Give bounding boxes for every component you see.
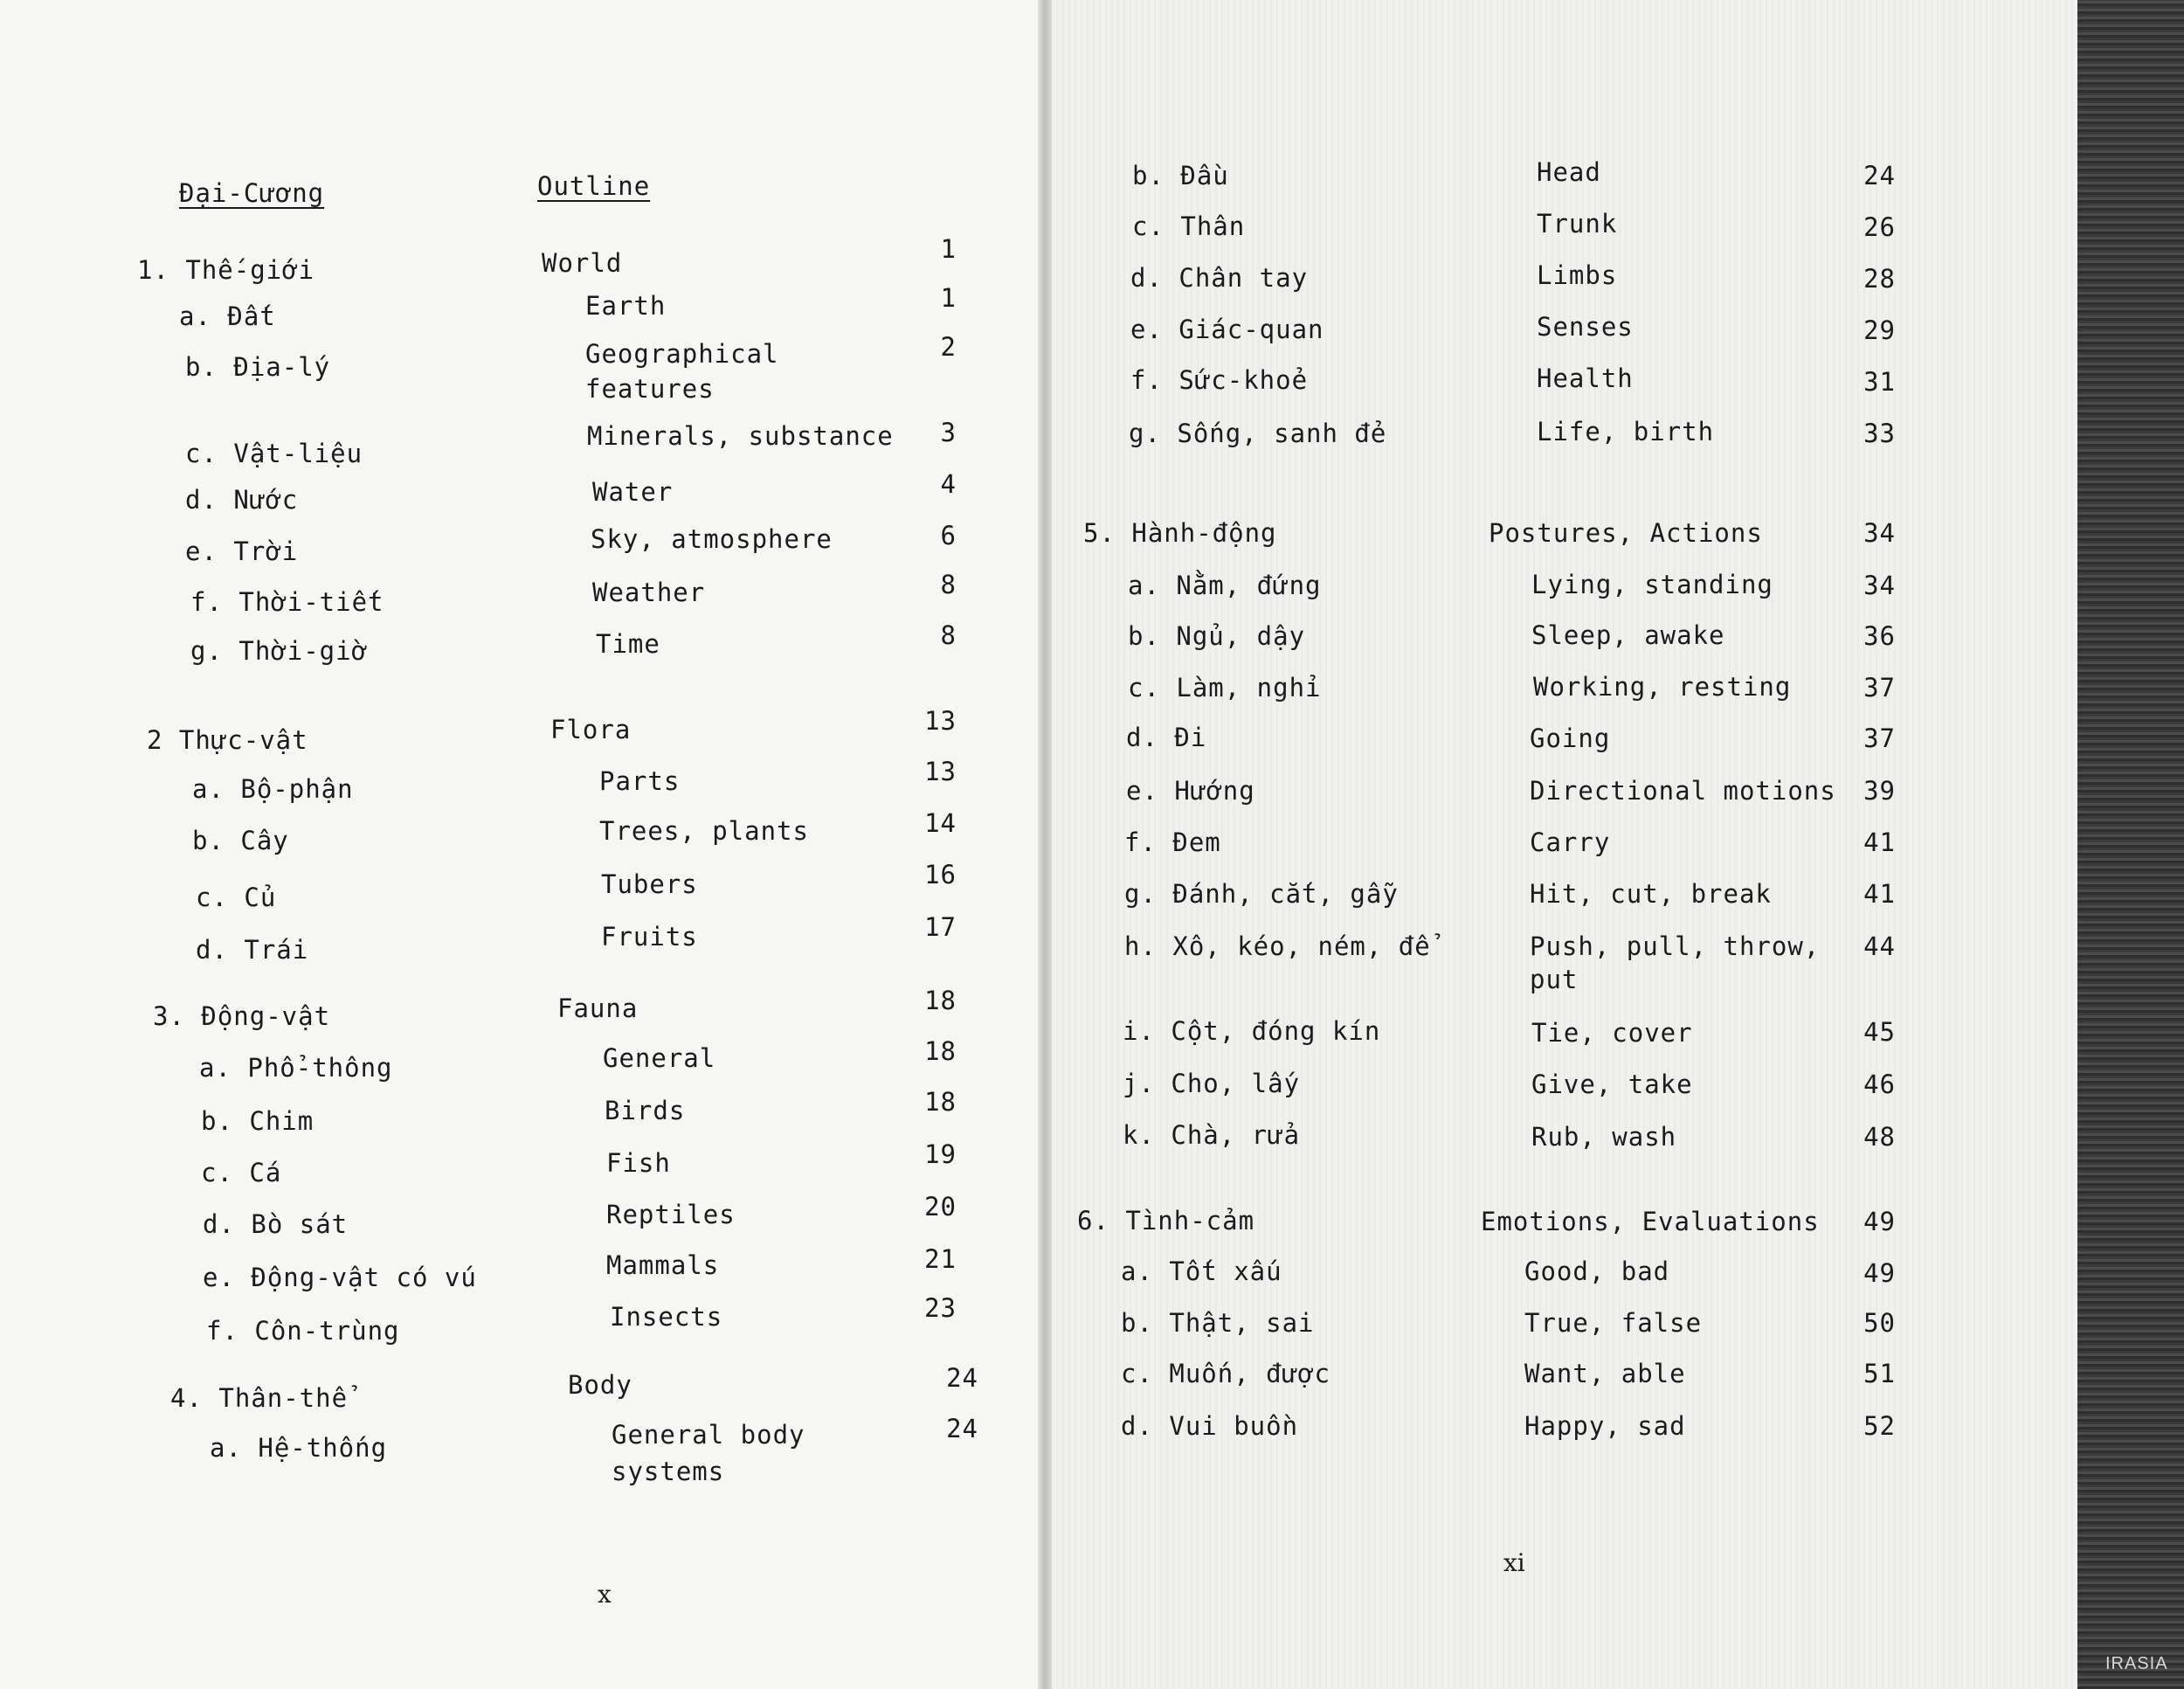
entry-english: systems xyxy=(612,1457,725,1486)
entry-page-number: 21 xyxy=(924,1244,957,1274)
entry-english: Trees, plants xyxy=(599,816,809,846)
entry-page-number: 6 xyxy=(940,521,957,550)
entry-page-number: 50 xyxy=(1863,1308,1896,1338)
entry-vietnamese: d. Trái xyxy=(196,935,309,965)
entry-page-number: 37 xyxy=(1863,673,1896,703)
entry-page-number: 4 xyxy=(940,469,957,499)
entry-page-number: 51 xyxy=(1863,1359,1896,1388)
entry-vietnamese: c. Muốn, được xyxy=(1121,1359,1330,1388)
entry-vietnamese: a. Phổ-thông xyxy=(199,1053,393,1083)
entry-vietnamese: g. Sống, sanh đẻ xyxy=(1129,419,1387,448)
entry-english: Weather xyxy=(592,578,706,607)
entry-english: World xyxy=(542,248,623,278)
entry-page-number: 44 xyxy=(1863,931,1896,961)
entry-vietnamese: f. Thời-tiết xyxy=(190,587,384,617)
entry-vietnamese: g. Đánh, cắt, gẫy xyxy=(1124,879,1399,909)
entry-page-number: 1 xyxy=(940,234,957,264)
entry-english: Directional motions xyxy=(1530,776,1836,806)
entry-vietnamese: f. Côn-trùng xyxy=(206,1316,400,1346)
entry-page-number: 36 xyxy=(1863,621,1896,651)
entry-vietnamese: e. Giác-quan xyxy=(1130,315,1324,344)
entry-vietnamese: a. Đất xyxy=(179,301,276,331)
entry-english: True, false xyxy=(1524,1308,1703,1338)
entry-english: Earth xyxy=(585,291,667,321)
entry-english: Senses xyxy=(1537,312,1634,342)
entry-page-number: 45 xyxy=(1863,1017,1896,1047)
entry-vietnamese: e. Hướng xyxy=(1126,776,1255,806)
entry-page-number: 48 xyxy=(1863,1122,1896,1152)
book-gutter xyxy=(1038,0,1052,1689)
entry-vietnamese: d. Bò sát xyxy=(203,1209,349,1239)
entry-english: Fruits xyxy=(601,922,698,952)
entry-english: Fauna xyxy=(557,993,639,1023)
entry-english: Body xyxy=(568,1370,632,1400)
entry-vietnamese: b. Cây xyxy=(192,826,289,855)
entry-page-number: 46 xyxy=(1863,1069,1896,1099)
entry-vietnamese: i. Cột, đóng kín xyxy=(1123,1016,1381,1046)
entry-english: Parts xyxy=(599,766,681,796)
entry-page-number: 18 xyxy=(924,986,957,1015)
entry-page-number: 33 xyxy=(1863,419,1896,448)
entry-page-number: 34 xyxy=(1863,571,1896,600)
entry-english: Working, resting xyxy=(1533,672,1792,702)
entry-vietnamese: j. Cho, lấy xyxy=(1123,1069,1301,1098)
entry-page-number: 31 xyxy=(1863,367,1896,397)
entry-vietnamese: d. Vui buồn xyxy=(1121,1411,1299,1441)
entry-english: Going xyxy=(1530,723,1611,753)
entry-vietnamese: c. Vật-liệu xyxy=(185,439,363,468)
entry-english: Flora xyxy=(550,715,632,744)
entry-english: Sky, atmosphere xyxy=(591,524,833,554)
scan-edge xyxy=(2077,0,2184,1689)
entry-vietnamese: d. Chân tay xyxy=(1130,263,1309,293)
entry-english: General body xyxy=(612,1420,805,1450)
entry-english: Want, able xyxy=(1524,1359,1686,1388)
entry-english: Rub, wash xyxy=(1531,1122,1677,1152)
entry-english: Sleep, awake xyxy=(1531,620,1725,650)
entry-page-number: 37 xyxy=(1863,723,1896,753)
entry-english: Time xyxy=(596,629,660,659)
entry-english: Happy, sad xyxy=(1524,1411,1686,1441)
entry-english: Push, pull, throw, xyxy=(1530,931,1821,961)
entry-english: Postures, Actions xyxy=(1489,518,1763,548)
right-page-number: xi xyxy=(1503,1548,1525,1577)
entry-english: Reptiles xyxy=(606,1200,736,1229)
entry-english: Trunk xyxy=(1537,209,1618,239)
entry-vietnamese: a. Tốt xấu xyxy=(1121,1256,1282,1286)
entry-vietnamese: c. Làm, nghỉ xyxy=(1128,673,1322,703)
entry-vietnamese: b. Thật, sai xyxy=(1121,1308,1315,1338)
entry-english: Head xyxy=(1537,157,1601,187)
entry-page-number: 23 xyxy=(924,1293,957,1323)
entry-page-number: 52 xyxy=(1863,1411,1896,1441)
entry-page-number: 18 xyxy=(924,1087,957,1117)
entry-page-number: 14 xyxy=(924,808,957,838)
entry-page-number: 39 xyxy=(1863,776,1896,806)
entry-vietnamese: b. Ngủ, dậy xyxy=(1128,621,1306,651)
left-page xyxy=(0,0,1044,1689)
entry-english: features xyxy=(585,374,715,404)
entry-vietnamese: 6. Tình-cảm xyxy=(1077,1206,1255,1236)
entry-page-number: 16 xyxy=(924,860,957,889)
entry-vietnamese: b. Đầu xyxy=(1132,161,1229,190)
entry-page-number: 26 xyxy=(1863,212,1896,242)
entry-vietnamese: c. Thân xyxy=(1132,211,1246,241)
entry-page-number: 20 xyxy=(924,1192,957,1222)
entry-page-number: 13 xyxy=(924,706,957,736)
entry-page-number: 41 xyxy=(1863,827,1896,857)
entry-english: Good, bad xyxy=(1524,1256,1670,1286)
entry-english: Fish xyxy=(606,1148,671,1178)
entry-vietnamese: c. Cá xyxy=(201,1158,282,1187)
entry-page-number: 28 xyxy=(1863,264,1896,294)
entry-english: Minerals, substance xyxy=(587,421,894,451)
entry-page-number: 49 xyxy=(1863,1258,1896,1288)
entry-page-number: 17 xyxy=(924,912,957,942)
entry-vietnamese: 2 Thực-vật xyxy=(147,725,308,755)
entry-english: Water xyxy=(592,477,674,507)
entry-vietnamese: 1. Thế-giới xyxy=(137,255,315,285)
entry-page-number: 2 xyxy=(940,332,957,362)
entry-vietnamese: c. Củ xyxy=(196,883,277,912)
entry-vietnamese: a. Nằm, đứng xyxy=(1128,571,1322,600)
entry-vietnamese: b. Địa-lý xyxy=(185,352,331,382)
entry-page-number: 13 xyxy=(924,757,957,786)
left-page-number: x xyxy=(598,1580,612,1609)
entry-vietnamese: a. Hệ-thống xyxy=(210,1433,388,1463)
entry-vietnamese: b. Chim xyxy=(201,1106,314,1136)
entry-page-number: 34 xyxy=(1863,518,1896,548)
entry-vietnamese: 5. Hành-động xyxy=(1083,518,1277,548)
heading-english: Outline xyxy=(537,171,651,201)
entry-page-number: 24 xyxy=(946,1363,978,1393)
entry-page-number: 24 xyxy=(946,1414,978,1443)
entry-vietnamese: e. Trời xyxy=(185,536,299,566)
entry-english: Health xyxy=(1537,363,1634,393)
heading-vietnamese: Đại-Cương xyxy=(179,178,325,208)
entry-english: Tie, cover xyxy=(1531,1018,1693,1048)
entry-page-number: 8 xyxy=(940,570,957,599)
entry-english: Give, take xyxy=(1531,1069,1693,1099)
entry-english: Mammals xyxy=(606,1250,720,1280)
entry-vietnamese: f. Sức-khoẻ xyxy=(1130,365,1309,395)
entry-vietnamese: k. Chà, rửa xyxy=(1123,1120,1301,1150)
entry-english: Life, birth xyxy=(1537,417,1715,446)
entry-page-number: 19 xyxy=(924,1139,957,1169)
entry-english: Insects xyxy=(610,1302,723,1332)
entry-english: Tubers xyxy=(601,869,698,899)
entry-page-number: 24 xyxy=(1863,161,1896,190)
entry-vietnamese: g. Thời-giờ xyxy=(190,636,369,666)
entry-page-number: 41 xyxy=(1863,879,1896,909)
entry-english: put xyxy=(1530,965,1579,994)
entry-page-number: 49 xyxy=(1863,1207,1896,1236)
entry-english: General xyxy=(603,1043,716,1073)
entry-english: Limbs xyxy=(1537,260,1618,290)
entry-english: Lying, standing xyxy=(1531,570,1773,599)
entry-vietnamese: e. Động-vật có vú xyxy=(203,1263,477,1292)
entry-page-number: 29 xyxy=(1863,315,1896,345)
entry-english: Birds xyxy=(605,1096,686,1125)
entry-page-number: 8 xyxy=(940,620,957,650)
entry-english: Hit, cut, break xyxy=(1530,879,1772,909)
entry-page-number: 1 xyxy=(940,283,957,313)
entry-vietnamese: 4. Thân-thể xyxy=(170,1383,349,1413)
entry-english: Emotions, Evaluations xyxy=(1481,1207,1820,1236)
entry-page-number: 18 xyxy=(924,1036,957,1066)
entry-vietnamese: d. Nước xyxy=(185,485,299,515)
entry-vietnamese: d. Đi xyxy=(1126,723,1207,752)
entry-english: Geographical xyxy=(585,339,779,369)
entry-vietnamese: f. Đem xyxy=(1124,827,1221,857)
entry-english: Carry xyxy=(1530,827,1611,857)
entry-vietnamese: a. Bộ-phận xyxy=(192,774,354,804)
entry-vietnamese: h. Xô, kéo, ném, để xyxy=(1124,931,1431,961)
entry-vietnamese: 3. Động-vật xyxy=(153,1001,331,1031)
entry-page-number: 3 xyxy=(940,418,957,447)
watermark: IRASIA xyxy=(2105,1654,2168,1673)
